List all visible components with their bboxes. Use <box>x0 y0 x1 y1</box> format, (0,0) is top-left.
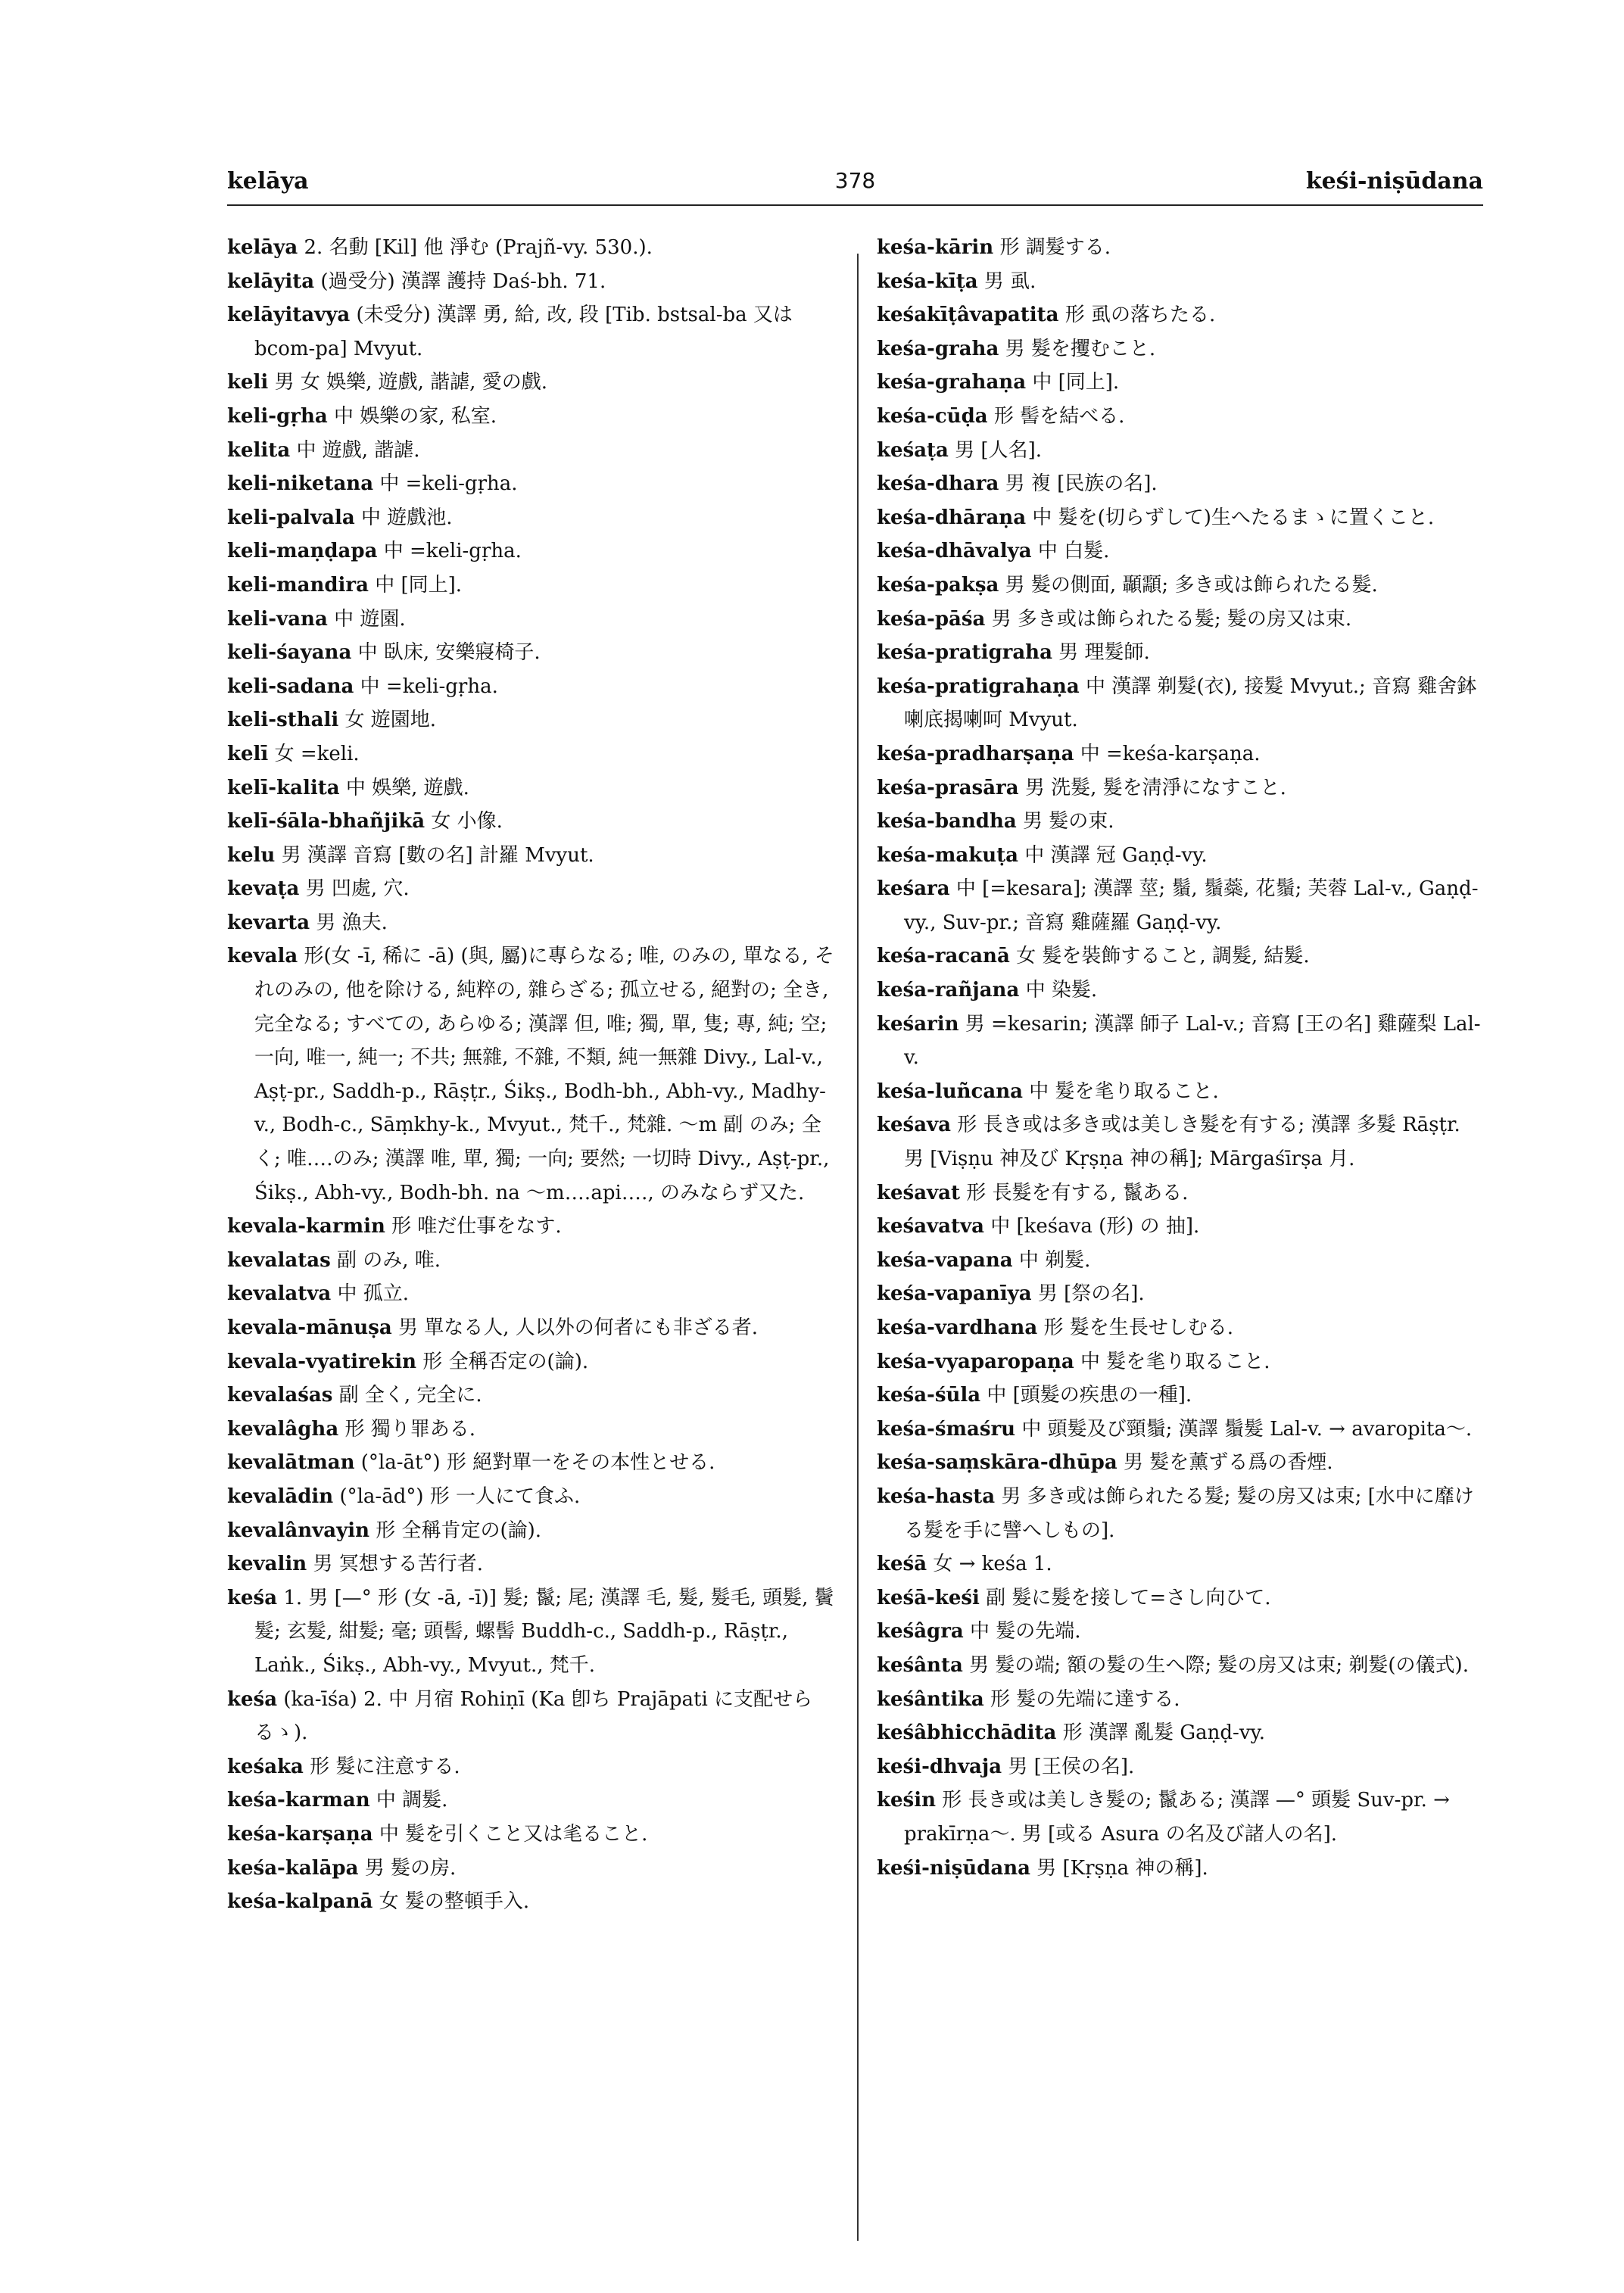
dictionary-entry <box>877 939 1486 974</box>
definition: 女 =keli. <box>274 742 360 765</box>
headword: kevalādin <box>227 1485 334 1508</box>
definition: 中 髮を引くこと又は毟ること. <box>379 1822 648 1846</box>
headword: keśa-pratigraha <box>877 641 1052 665</box>
column-divider <box>857 254 859 2241</box>
dictionary-entry <box>877 1716 1486 1750</box>
headword: keśa-śmaśru <box>877 1417 1016 1441</box>
definition: 男 [人名]. <box>955 438 1042 462</box>
headword: kevala-mānuṣa <box>227 1316 392 1339</box>
definition: 男 漁夫. <box>316 911 388 934</box>
headword: keli-palvala <box>227 506 355 529</box>
definition: 形(女 -ī, 稀に -ā) (與, 屬)に專らなる; 唯, のみの, 單なる, それのみの, 他を除ける, 純粹の, 雜らざる; 孤立せる, 絕對の; 全き, 完全なる; すべての, あらゆる; 漢譯 但, 唯; 獨, 單, 隻; 專, 純; 空; 一向, 唯一, 純一; 不共; 無雜, 不雜, 不類, 純一無雜 Divy., Lal-v., Aṣṭ-pr., Saddh-p., Rāṣṭr., Śikṣ., Bodh-bh., Abh-vy., Madhy-v., Bodh-c., Sāṃkhy-k., Mvyut., 梵千., 梵雜. 〜m 副 のみ; 全く; 唯‥‥のみ; 漢譯 唯, 單, 獨; 一向; 要然; 一切時 Divy., Aṣṭ-pr., Śikṣ., Abh-vy., Bodh-bh. na 〜m‥‥api‥‥, のみならず又た. <box>254 945 834 1204</box>
headword: kelāyitavya <box>227 304 351 327</box>
dictionary-entry <box>227 1446 837 1480</box>
dictionary-entry <box>877 1075 1486 1109</box>
definition: 中 =keli-gṛha. <box>360 675 498 698</box>
definition: 男 髮を攫むこと. <box>1005 337 1156 360</box>
definition: 男 髮を薰ずる爲の香煙. <box>1123 1451 1333 1475</box>
definition: 中 頭髮及び頸鬚; 漢譯 鬚髮 Lal-v. → avaropita〜. <box>1021 1417 1473 1441</box>
dictionary-entry <box>877 974 1486 1008</box>
headword: kelāya <box>227 236 298 259</box>
definition: 男 單なる人, 人以外の何者にも非ざる者. <box>397 1316 759 1339</box>
headword: keli-sthali <box>227 709 339 732</box>
definition: 女 髮を裝飾すること, 調髮, 結髮. <box>1016 945 1310 968</box>
headword: keśa-graha <box>877 337 999 360</box>
dictionary-entry <box>877 603 1486 637</box>
dictionary-entry <box>877 1244 1486 1278</box>
dictionary-entry <box>877 1750 1486 1784</box>
headword: keśa-hasta <box>877 1485 996 1508</box>
dictionary-entry <box>227 1581 837 1683</box>
headword: keśā-keśi <box>877 1586 980 1609</box>
headword: kevarta <box>227 911 310 934</box>
dictionary-entry <box>227 872 837 906</box>
dictionary-entry <box>877 1008 1486 1075</box>
definition: 中 遊戲池. <box>360 506 453 529</box>
definition: 男 [祭の名]. <box>1037 1282 1145 1306</box>
definition: 男 複 [民族の名]. <box>1005 472 1158 496</box>
dictionary-entry <box>877 534 1486 569</box>
headword: keśaka <box>227 1755 304 1778</box>
definition: 中 染髮. <box>1025 979 1098 1002</box>
dictionary-entry <box>227 501 837 535</box>
headword: keśa-saṃskāra-dhūpa <box>877 1451 1117 1475</box>
headword: kevalatas <box>227 1248 331 1272</box>
definition: 中 娛樂, 遊戲. <box>345 776 469 799</box>
dictionary-entry <box>227 366 837 400</box>
headword: keśa-karṣaṇa <box>227 1822 373 1846</box>
headword: keśa-bandha <box>877 810 1017 833</box>
headword: keśa-pratigrahaṇa <box>877 675 1080 698</box>
dictionary-entry <box>227 1379 837 1413</box>
headword: keli-śayana <box>227 641 352 665</box>
headword: keśa <box>227 1687 278 1711</box>
headword: keśa-rañjana <box>877 979 1020 1002</box>
definition: (ka-īśa) 2. 中 月宿 Rohiṇī (Ka 卽ち Prajāpati に支配せらるゝ). <box>254 1687 813 1745</box>
headword: keśarin <box>877 1012 959 1036</box>
running-header <box>227 168 1483 198</box>
headword: keśa-vyaparopaṇa <box>877 1350 1074 1373</box>
definition: 中 遊戲, 諧謔. <box>296 438 420 462</box>
definition: 男 理髮師. <box>1058 641 1150 665</box>
headword: keśânta <box>877 1653 963 1677</box>
dictionary-entry <box>877 332 1486 366</box>
headword: keli-sadana <box>227 675 354 698</box>
definition: 男 髮の束. <box>1022 810 1114 833</box>
dictionary-entry <box>227 1413 837 1447</box>
headword: kevalin <box>227 1553 307 1576</box>
dictionary-entry <box>227 1784 837 1818</box>
definition: 中 娛樂の家, 私室. <box>334 404 497 428</box>
headword: keli-vana <box>227 607 328 631</box>
headword: keli-mandira <box>227 573 369 597</box>
definition: 中 =keli-gṛha. <box>383 540 522 563</box>
dictionary-entry <box>227 265 837 299</box>
definition: 男 女 娛樂, 遊戲, 諧謔, 愛の戲. <box>274 371 547 394</box>
definition: 形 長き或は美しき髮の; 鬣ある; 漢譯 —° 頭髮 Suv-pr. → prakīrṇa〜. 男 [或る Asura の名及び諸人の名]. <box>904 1789 1450 1846</box>
definition: 2. 名動 [Kil] 他 淨む (Prajñ-vy. 530.). <box>304 236 653 259</box>
headword: keśa-kīṭa <box>877 269 978 293</box>
definition: 中 剃髮. <box>1018 1248 1091 1272</box>
definition: (未受分) 漢譯 勇, 給, 改, 段 [Tib. bstsal-ba 又は bcom-pa] Mvyut. <box>254 304 793 360</box>
dictionary-entry <box>877 1480 1486 1547</box>
headword: keśâbhicchādita <box>877 1721 1057 1745</box>
headword: keśa-pakṣa <box>877 573 999 597</box>
headword: keśâgra <box>877 1620 964 1643</box>
headword: kevalânvayin <box>227 1519 369 1542</box>
definition: 男 多き或は飾られたる髮; 髮の房又は束. <box>991 607 1352 631</box>
dictionary-entry <box>227 1210 837 1244</box>
definition: 男 =kesarin; 漢譯 師子 Lal-v.; 音寫 [王の名] 雞薩梨 Lal-v. <box>904 1012 1481 1070</box>
definition: 副 のみ, 唯. <box>337 1248 441 1272</box>
headword: keśa-dhara <box>877 472 999 496</box>
definition: 中 孤立. <box>337 1282 409 1306</box>
definition: 男 多き或は飾られたる髮; 髮の房又は束; [水中に靡ける髮を手に譬へしもの]. <box>904 1485 1474 1542</box>
dictionary-entry <box>227 467 837 501</box>
dictionary-entry <box>227 906 837 940</box>
dictionary-entry <box>877 366 1486 400</box>
dictionary-entry <box>877 1683 1486 1717</box>
dictionary-entry <box>877 231 1486 265</box>
dictionary-entry <box>227 1818 837 1852</box>
left-column <box>227 231 837 1919</box>
dictionary-entry <box>227 1311 837 1345</box>
definition: 形 唯だ仕事をなす. <box>391 1215 562 1238</box>
definition: 男 髮の房. <box>364 1856 457 1880</box>
definition: 男 凹處, 穴. <box>305 877 410 901</box>
definition: 中 髮の先端. <box>970 1620 1081 1643</box>
dictionary-entry <box>877 1547 1486 1581</box>
definition: 中 遊園. <box>334 607 406 631</box>
headword: keśa-luñcana <box>877 1080 1023 1103</box>
dictionary-entry <box>877 298 1486 332</box>
definition: 形 獨り罪ある. <box>344 1417 475 1441</box>
headword: kevalātman <box>227 1451 355 1475</box>
headword: keśin <box>877 1789 936 1812</box>
definition: 中 調髮. <box>376 1789 448 1812</box>
headword: keśa-prasāra <box>877 776 1019 799</box>
dictionary-entry <box>227 1480 837 1514</box>
dictionary-entry <box>227 1885 837 1919</box>
definition: (°la-ād°) 形 一人にて食ふ. <box>339 1485 581 1508</box>
dictionary-entry <box>227 703 837 737</box>
headword: keśava <box>877 1114 951 1137</box>
headword: keśa-śūla <box>877 1384 981 1407</box>
dictionary-entry <box>877 805 1486 839</box>
definition: 女 小像. <box>431 810 503 833</box>
headword: keśa-kārin <box>877 236 994 259</box>
definition: 中 [同上]. <box>1032 371 1120 394</box>
headword: kelī <box>227 742 269 765</box>
right-guide-word: keśi-niṣūdana <box>1305 168 1483 195</box>
dictionary-entry <box>877 1581 1486 1615</box>
definition: 形 長き或は多き或は美しき髮を有する; 漢譯 多髮 Rāṣṭr. 男 [Viṣṇu 神及び Kṛṣṇa 神の稱]; Mārgaśīrṣa 月. <box>904 1114 1460 1171</box>
dictionary-entry <box>227 670 837 704</box>
definition: 中 髮を毟り取ること. <box>1029 1080 1219 1103</box>
headword: keśa-dhāraṇa <box>877 506 1027 529</box>
headword: kelī-śāla-bhañjikā <box>227 810 425 833</box>
dictionary-entry <box>227 569 837 603</box>
headword: kevala-vyatirekin <box>227 1350 417 1373</box>
headword: kevalâgha <box>227 1417 339 1441</box>
dictionary-entry <box>877 1649 1486 1683</box>
definition: 男 漢譯 音寫 [數の名] 計羅 Mvyut. <box>281 843 594 867</box>
headword: keśa-makuṭa <box>877 843 1018 867</box>
definition: 副 全く, 完全に. <box>338 1384 482 1407</box>
dictionary-entry <box>877 670 1486 737</box>
definition: 中 漢譯 冠 Gaṇḍ-vy. <box>1024 843 1208 867</box>
definition: 中 =keśa-karṣaṇa. <box>1080 742 1261 765</box>
headword: keśa-racanā <box>877 945 1010 968</box>
dictionary-entry <box>877 1615 1486 1649</box>
definition: 中 [keśava (形) の 抽]. <box>990 1215 1200 1238</box>
definition: 女 遊園地. <box>344 709 437 732</box>
dictionary-entry <box>877 265 1486 299</box>
headword: keśa-kalāpa <box>227 1856 359 1880</box>
definition: 中 [=kesara]; 漢譯 莖; 鬚, 鬚蘂, 花鬚; 芙蓉 Lal-v., Gaṇḍ-vy., Suv-pr.; 音寫 雞薩羅 Gaṇḍ-vy. <box>904 877 1479 934</box>
definition: 1. 男 [—° 形 (女 -ā, -ī)] 髮; 鬣; 尾; 漢譯 毛, 髮, 髮毛, 頭髮, 鬢髮; 玄髮, 紺髮; 毫; 頭髻, 螺髻 Buddh-c., Saddh-p., Rāṣṭr., Laṅk., Śikṣ., Abh-vy., Mvyut., 梵千. <box>254 1586 834 1677</box>
headword: keśa-vapanīya <box>877 1282 1032 1306</box>
dictionary-entry <box>877 501 1486 535</box>
headword: keśa-vardhana <box>877 1316 1038 1339</box>
headword: keśa-pradharṣaṇa <box>877 742 1074 765</box>
dictionary-entry <box>877 569 1486 603</box>
dictionary-entry <box>227 636 837 670</box>
dictionary-entry <box>227 298 837 366</box>
left-guide-word: kelāya <box>227 168 309 195</box>
headword: keśi-dhvaja <box>877 1755 1002 1778</box>
definition: 女 髮の整頓手入. <box>379 1890 530 1914</box>
headword: keli-gṛha <box>227 404 328 428</box>
dictionary-entry <box>877 1446 1486 1480</box>
dictionary-entry <box>227 1345 837 1379</box>
headword: kelita <box>227 438 291 462</box>
dictionary-entry <box>227 434 837 468</box>
headword: keśa-kalpanā <box>227 1890 373 1914</box>
dictionary-entry <box>877 737 1486 771</box>
definition: 形 全稱肯定の(論). <box>376 1519 542 1542</box>
headword: keśa-cūḍa <box>877 404 988 428</box>
definition: 中 髮を毟り取ること. <box>1080 1350 1270 1373</box>
dictionary-entry <box>877 636 1486 670</box>
definition: 男 [王侯の名]. <box>1008 1755 1135 1778</box>
headword: keśântika <box>877 1687 984 1711</box>
dictionary-entry <box>877 467 1486 501</box>
headword: kevalatva <box>227 1282 332 1306</box>
dictionary-entry <box>227 1683 837 1750</box>
headword: kevaṭa <box>227 877 300 901</box>
headword: keśara <box>877 877 950 901</box>
headword: kevalaśas <box>227 1384 333 1407</box>
dictionary-entry <box>227 839 837 873</box>
dictionary-entry <box>227 1277 837 1311</box>
headword: keli-niketana <box>227 472 374 496</box>
headword: keśa-pāśa <box>877 607 986 631</box>
definition: 中 髮を(切らずして)生へたるまゝに置くこと. <box>1032 506 1435 529</box>
headword: keśā <box>877 1553 927 1576</box>
header-rule <box>227 204 1483 206</box>
dictionary-entry <box>227 231 837 265</box>
page-number: 378 <box>834 168 876 193</box>
definition: 形 髻を結べる. <box>993 404 1125 428</box>
definition: 男 [Kṛṣṇa 神の稱]. <box>1036 1856 1208 1880</box>
dictionary-entry <box>877 1345 1486 1379</box>
definition: 中 白髮. <box>1037 540 1110 563</box>
dictionary-entry <box>227 1547 837 1581</box>
headword: keśavatva <box>877 1215 984 1238</box>
dictionary-entry <box>877 872 1486 939</box>
dictionary-entry <box>877 434 1486 468</box>
headword: keśaṭa <box>877 438 949 462</box>
definition: 男 虱. <box>983 269 1036 293</box>
headword: keli <box>227 371 269 394</box>
headword: keśavat <box>877 1181 961 1204</box>
definition: 中 臥床, 安樂寢椅子. <box>357 641 541 665</box>
definition: 男 洗髮, 髮を淸淨になすこと. <box>1024 776 1286 799</box>
definition: 中 漢譯 剃髮(衣), 接髮 Mvyut.; 音寫 雞舍鉢喇底揭喇呵 Mvyut. <box>904 675 1477 732</box>
definition: 男 髮の側面, 顳顬; 多き或は飾られたる髮. <box>1005 573 1378 597</box>
dictionary-entry <box>227 1514 837 1548</box>
definition: 形 髮に注意する. <box>310 1755 460 1778</box>
dictionary-entry <box>877 1176 1486 1210</box>
dictionary-entry <box>227 737 837 771</box>
dictionary-entry <box>877 1311 1486 1345</box>
definition: 男 冥想する苦行者. <box>313 1553 483 1576</box>
dictionary-entry <box>227 805 837 839</box>
dictionary-entry <box>877 1277 1486 1311</box>
dictionary-entry <box>227 534 837 569</box>
definition: (過受分) 漢譯 護持 Daś-bh. 71. <box>320 269 606 293</box>
headword: kevala <box>227 945 298 968</box>
dictionary-entry <box>877 1108 1486 1176</box>
headword: keśi-niṣūdana <box>877 1856 1030 1880</box>
definition: 形 調髮する. <box>999 236 1111 259</box>
headword: keśa <box>227 1586 278 1609</box>
headword: keśa-grahaṇa <box>877 371 1027 394</box>
definition: 中 =keli-gṛha. <box>379 472 518 496</box>
definition: 形 髮の先端に達する. <box>990 1687 1180 1711</box>
definition: 中 [同上]. <box>375 573 463 597</box>
dictionary-entry <box>877 839 1486 873</box>
definition: 男 髮の端; 額の髮の生へ際; 髮の房又は束; 剃髮(の儀式). <box>969 1653 1469 1677</box>
definition: 形 全稱否定の(論). <box>422 1350 589 1373</box>
dictionary-entry <box>877 1413 1486 1447</box>
dictionary-entry <box>877 1784 1486 1851</box>
dictionary-entry <box>877 1379 1486 1413</box>
definition: 形 漢譯 亂髮 Gaṇḍ-vy. <box>1062 1721 1266 1745</box>
headword: kelu <box>227 843 276 867</box>
headword: keśakīṭâvapatita <box>877 304 1059 327</box>
dictionary-entry <box>877 1852 1486 1886</box>
dictionary-entry <box>877 1210 1486 1244</box>
definition: 中 [頭髮の疾患の一種]. <box>987 1384 1192 1407</box>
dictionary-entry <box>227 603 837 637</box>
headword: kelāyita <box>227 269 315 293</box>
definition: 形 長髮を有する, 鬣ある. <box>966 1181 1189 1204</box>
dictionary-entry <box>227 1750 837 1784</box>
headword: keśa-karman <box>227 1789 370 1812</box>
dictionary-entry <box>877 771 1486 805</box>
dictionary-entry <box>877 400 1486 434</box>
definition: 形 虱の落ちたる. <box>1064 304 1216 327</box>
dictionary-entry <box>227 1244 837 1278</box>
dictionary-entry <box>227 400 837 434</box>
definition: (°la-āt°) 形 絕對單一をその本性とせる. <box>360 1451 715 1475</box>
dictionary-entry <box>227 771 837 805</box>
headword: kevala-karmin <box>227 1215 385 1238</box>
headword: keli-maṇḍapa <box>227 540 378 563</box>
definition: 女 → keśa 1. <box>933 1553 1052 1576</box>
definition: 形 髮を生長せしむる. <box>1043 1316 1233 1339</box>
dictionary-entry <box>227 1852 837 1886</box>
headword: keśa-dhāvalya <box>877 540 1032 563</box>
headword: keśa-vapana <box>877 1248 1013 1272</box>
right-column <box>877 231 1486 1885</box>
dictionary-entry <box>227 939 837 1210</box>
definition: 副 髮に髮を接して=さし向ひて. <box>986 1586 1271 1609</box>
headword: kelī-kalita <box>227 776 340 799</box>
